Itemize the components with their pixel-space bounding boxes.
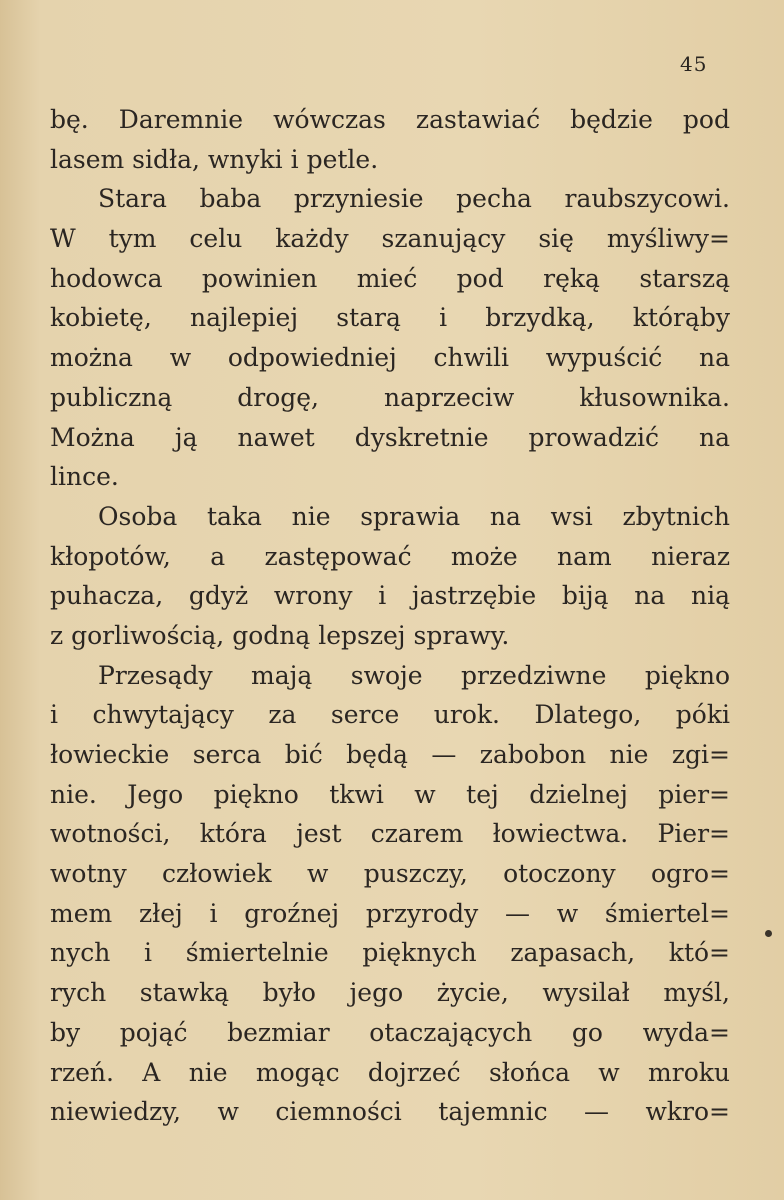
text-line: Osoba taka nie sprawia na wsi zbytnich	[98, 501, 730, 531]
text-line: mem złej i groźnej przyrody — w śmiertel=	[50, 898, 730, 928]
text-line: by pojąć bezmiar otaczających go wyda=	[50, 1017, 730, 1047]
text-line: Przesądy mają swoje przedziwne piękno	[98, 660, 730, 690]
text-line: nych i śmiertelnie pięknych zapasach, któ=	[50, 938, 730, 968]
text-line: rzeń. A nie mogąc dojrzeć słońca w mroku	[50, 1057, 730, 1087]
text-line: kłopotów, a zastępować może nam nieraz	[50, 541, 730, 571]
body-text	[50, 100, 730, 1132]
text-line: bę. Daremnie wówczas zastawiać będzie pod	[50, 105, 730, 134]
text-line: Stara baba przyniesie pecha raubszycowi.	[98, 184, 730, 214]
text-line: z gorliwością, godną lepszej sprawy.	[50, 620, 510, 650]
text-line: kobietę, najlepiej starą i brzydką, którąby	[50, 303, 730, 333]
text-line: hodowca powinien mieć pod ręką starszą	[50, 263, 730, 293]
text-line: rych stawką było jego życie, wysilał myśl,	[50, 978, 730, 1008]
text-line: niewiedzy, w ciemności tajemnic — wkro=	[50, 1097, 730, 1127]
text-line: wotności, która jest czarem łowiectwa. Pier=	[50, 819, 730, 849]
ink-speck	[765, 930, 772, 937]
text-line: lasem sidła, wnyki i petle.	[50, 144, 379, 174]
text-line: W tym celu każdy szanujący się myśliwy=	[50, 224, 730, 254]
text-line: i chwytający za serce urok. Dlatego, póki	[50, 700, 730, 730]
text-line: publiczną drogę, naprzeciw kłusownika.	[50, 382, 730, 412]
text-line: puhacza, gdyż wrony i jastrzębie biją na nią	[50, 581, 730, 611]
page-number: 45	[680, 52, 708, 76]
text-line: nie. Jego piękno tkwi w tej dzielnej pier=	[50, 779, 730, 809]
text-line: można w odpowiedniej chwili wypuścić na	[50, 343, 730, 373]
text-line: wotny człowiek w puszczy, otoczony ogro=	[50, 859, 730, 889]
text-line: lince.	[50, 462, 119, 492]
text-line: Można ją nawet dyskretnie prowadzić na	[50, 422, 730, 452]
text-line: łowieckie serca bić będą — zabobon nie zgi=	[50, 740, 730, 769]
